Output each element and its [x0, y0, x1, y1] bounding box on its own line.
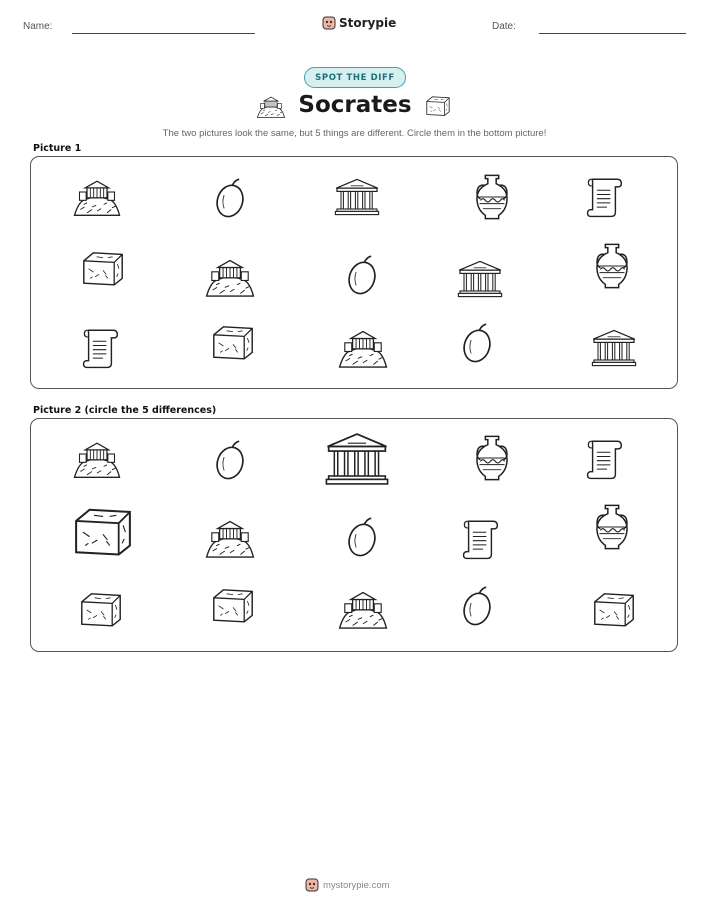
stone-block-icon [79, 248, 127, 288]
picture-1-frame [30, 156, 678, 389]
picture-2-frame[interactable] [30, 418, 678, 652]
scroll-icon [585, 175, 623, 219]
acropolis-icon[interactable] [204, 516, 256, 560]
temple-icon [590, 327, 638, 369]
scroll-icon[interactable] [585, 437, 623, 481]
stone-block-icon[interactable] [77, 589, 125, 629]
storypie-mascot-icon [305, 878, 319, 892]
page-title: Socrates [298, 92, 412, 118]
acropolis-icon [256, 94, 286, 120]
stone-block-icon[interactable] [209, 585, 257, 625]
temple-icon [456, 258, 504, 300]
brand-name: Storypie [339, 16, 397, 30]
olive-icon [209, 175, 251, 221]
date-label: Date: [492, 21, 516, 32]
brand-logo [322, 13, 396, 33]
temple-icon[interactable] [323, 429, 391, 489]
acropolis-icon[interactable] [337, 587, 389, 631]
temple-icon [333, 176, 381, 218]
olive-icon[interactable] [341, 514, 383, 560]
olive-icon [341, 252, 383, 298]
stone-block-icon[interactable] [69, 503, 137, 559]
acropolis-icon [72, 175, 122, 219]
scroll-icon [81, 326, 119, 370]
olive-icon[interactable] [456, 583, 498, 629]
name-line[interactable] [72, 33, 255, 34]
acropolis-icon [337, 326, 389, 370]
stone-block-icon [209, 322, 257, 362]
storypie-mascot-icon [322, 16, 336, 30]
amphora-icon[interactable] [591, 502, 633, 552]
date-line[interactable] [539, 33, 686, 34]
acropolis-icon [204, 255, 256, 299]
instructions: The two pictures look the same, but 5 things are different. Circle them in the bottom picture! [162, 128, 547, 139]
amphora-icon [471, 172, 513, 222]
picture-2-label: Picture 2 (circle the 5 differences) [33, 405, 217, 416]
footer-url[interactable]: mystorypie.com [323, 879, 390, 891]
spot-the-diff-badge: SPOT THE DIFF [304, 67, 406, 88]
olive-icon [456, 320, 498, 366]
picture-1-label: Picture 1 [33, 143, 82, 154]
footer [305, 878, 390, 892]
amphora-icon[interactable] [471, 433, 513, 483]
amphora-icon [591, 241, 633, 291]
olive-icon[interactable] [209, 437, 251, 483]
stone-block-icon[interactable] [590, 589, 638, 629]
acropolis-icon[interactable] [72, 437, 122, 481]
stone-block-icon [424, 94, 452, 118]
name-label: Name: [23, 21, 53, 32]
scroll-icon[interactable] [461, 517, 499, 561]
